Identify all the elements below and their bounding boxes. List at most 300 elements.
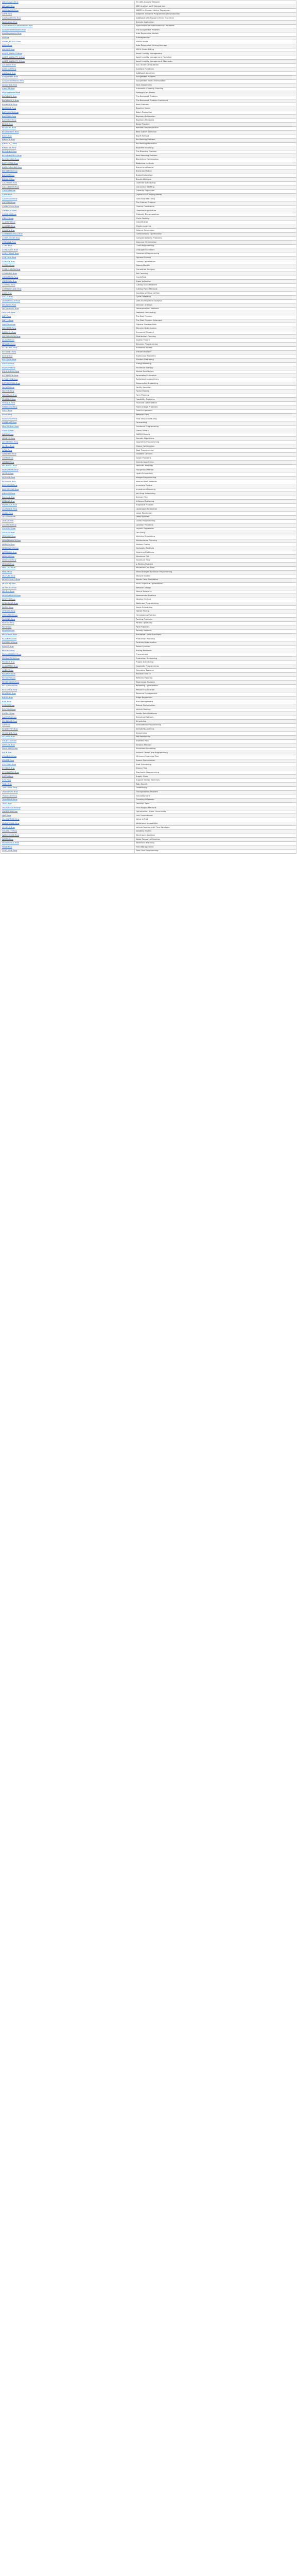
file-link[interactable]: BAYESNET.Rnw — [2, 119, 16, 122]
file-link[interactable]: HYDRO.Rnw — [2, 472, 14, 475]
file-description: Stochastic Programming — [136, 771, 160, 773]
description-cell — [135, 60, 296, 64]
file-link[interactable]: RELIABILITY.Rnw — [2, 685, 18, 687]
file-description: Cholesky Decomposition — [136, 213, 160, 216]
file-link[interactable]: AR.Rnw — [2, 37, 10, 39]
file-link[interactable]: NONLINEAR.Rnw — [2, 602, 18, 605]
file-link[interactable]: CONCAVE.Rnw — [2, 241, 16, 243]
file-link[interactable]: ABCvsIC.Rnw — [2, 5, 15, 8]
file-link[interactable]: NETWORK.Rnw — [2, 586, 16, 589]
file-description: Economic Dispatch — [136, 331, 154, 333]
file-link[interactable]: AutoCAP.Rnw — [2, 88, 15, 90]
file-link[interactable]: PACKING.Rnw — [2, 618, 15, 620]
file-link[interactable]: LOCATION.Rnw — [2, 523, 16, 526]
file-link[interactable]: UNCERTAIN.Rnw — [2, 810, 18, 813]
file-link[interactable]: GEOMETRIC.Rnw — [2, 441, 19, 444]
file-description: Value at Risk — [136, 818, 148, 821]
table-row — [1, 327, 296, 331]
description-cell — [135, 681, 296, 685]
table-row — [1, 60, 296, 64]
table-row — [1, 256, 296, 260]
file-link[interactable]: GENETIC.Rnw — [2, 437, 15, 439]
file-link[interactable]: CAPM.Rnw — [2, 194, 12, 196]
file-description: Path Problems — [136, 625, 150, 628]
file-link[interactable]: UNIT.Rnw — [2, 814, 11, 817]
file-link[interactable]: MARKOV.Rnw — [2, 543, 15, 546]
file-link[interactable]: EFFICIENT.Rnw — [2, 351, 16, 353]
file-link[interactable]: EVOLUTION.Rnw — [2, 378, 18, 381]
description-cell — [135, 16, 296, 21]
file-link[interactable]: TIMETABLE.Rnw — [2, 787, 18, 789]
file-link[interactable]: RISK.Rnw — [2, 700, 11, 703]
file-link[interactable]: TABU.Rnw — [2, 783, 12, 785]
file-link[interactable]: CIRCLE.Rnw — [2, 217, 14, 219]
file-link[interactable]: DIET.Rnw — [2, 315, 11, 318]
table-row — [1, 476, 296, 480]
file-link[interactable]: AdaBoost.Rnw — [2, 72, 16, 74]
file-link[interactable]: FIXEDCOST.Rnw — [2, 405, 18, 408]
file-link[interactable]: FINANCE.Rnw — [2, 402, 15, 404]
file-link[interactable]: SPANNING.Rnw — [2, 755, 17, 758]
description-cell — [135, 472, 296, 477]
file-link[interactable]: ENERGY.Rnw — [2, 362, 14, 365]
file-link[interactable]: JOBSHOP.Rnw — [2, 492, 15, 495]
file-link[interactable]: AssignmentProblem.Rnw — [2, 28, 26, 31]
file-link[interactable]: ELECTION.Rnw — [2, 359, 16, 361]
file-link[interactable]: GARCH.Rnw — [2, 433, 14, 436]
file-link[interactable]: WAREHOUSE.Rnw — [2, 834, 19, 836]
file-link[interactable]: VOLATILITY.Rnw — [2, 830, 18, 833]
file-cell — [1, 759, 135, 763]
file-link[interactable]: COMBINATORIAL.Rnw — [2, 233, 23, 235]
file-link[interactable]: REGRESSION.Rnw — [2, 681, 20, 683]
file-description: Sparse Optimization — [136, 759, 155, 762]
file-link[interactable]: FACILITY.Rnw — [2, 386, 14, 388]
file-cell — [1, 834, 135, 838]
file-link[interactable]: ADMMtoSVR.Rnw — [2, 9, 19, 11]
file-cell — [1, 445, 135, 449]
file-link[interactable]: CATERER.Rnw — [2, 201, 15, 204]
table-row — [1, 174, 296, 178]
file-link[interactable]: FEASIBLE.Rnw — [2, 398, 16, 400]
file-link[interactable]: AvgCostModel.Rnw — [2, 91, 21, 94]
file-link[interactable]: HEURISTIC.Rnw — [2, 465, 17, 467]
table-row — [1, 24, 296, 28]
table-row — [1, 621, 296, 625]
file-link[interactable]: KMEANS.Rnw — [2, 500, 15, 502]
file-link[interactable]: ABCanalysis.Rnw — [2, 1, 19, 4]
file-link[interactable]: OPTIONS.Rnw — [2, 610, 15, 613]
file-link[interactable]: INVESTMENT.Rnw — [2, 488, 19, 490]
file-link[interactable]: MEDIAN.Rnw — [2, 563, 14, 565]
file-link[interactable]: RIDGE.Rnw — [2, 697, 13, 699]
file-link[interactable]: Assignment.Rnw — [2, 76, 18, 78]
file-link[interactable]: SADDLE.Rnw — [2, 712, 15, 715]
file-link[interactable]: CROSSVAL.Rnw — [2, 280, 17, 282]
file-link[interactable]: ARMA.Rnw — [2, 44, 12, 47]
file-description: Global Optimization — [136, 445, 155, 448]
file-link[interactable]: TREE.Rnw — [2, 802, 12, 805]
file-link[interactable]: FLOW.Rnw — [2, 414, 12, 416]
file-link[interactable]: PROJECT.Rnw — [2, 661, 15, 664]
description-cell — [135, 798, 296, 802]
file-link[interactable]: BEALE.Rnw — [2, 123, 13, 125]
file-cell — [1, 256, 135, 260]
file-link[interactable]: BESTSUBSET.Rnw — [2, 131, 19, 133]
file-link[interactable]: LOGISTIC.Rnw — [2, 528, 16, 530]
file-link[interactable]: MINCOST.Rnw — [2, 567, 15, 569]
file-description: Gradient Descent — [136, 453, 153, 455]
file-link[interactable]: BLENDING.Rnw — [2, 150, 17, 153]
file-link[interactable]: CONTROL.Rnw — [2, 257, 16, 259]
file-link[interactable]: BENDERS.Rnw — [2, 127, 16, 129]
file-description: Zero-One Programming — [136, 850, 159, 852]
table-row — [1, 716, 296, 720]
file-link[interactable]: SPARSE.Rnw — [2, 759, 14, 762]
file-link[interactable]: BINPACK_2.Rnw — [2, 142, 18, 145]
file-link[interactable]: BAYESIAN.Rnw — [2, 115, 16, 117]
table-row — [1, 260, 296, 264]
file-link[interactable]: ApplicationsOfOptimization.Rnw — [2, 25, 33, 27]
file-link[interactable]: ASSET_LIABILITY_2.Rnw — [2, 56, 25, 59]
table-row — [1, 197, 296, 201]
file-link[interactable]: NEWTON.Rnw — [2, 598, 15, 601]
description-cell — [135, 727, 296, 732]
file-link[interactable]: SIMPLEX.Rnw — [2, 743, 15, 746]
file-link[interactable]: CALENDAR.Rnw — [2, 182, 18, 184]
file-link[interactable]: COVERING.Rnw — [2, 272, 17, 275]
file-link[interactable]: CYCLE.Rnw — [2, 296, 13, 298]
file-link[interactable]: LASSO.Rnw — [2, 512, 13, 514]
file-description: Copula Models — [136, 264, 150, 267]
file-link[interactable]: AutoRegressive.Rnw — [2, 32, 22, 35]
file-link[interactable]: TRUSTREGION.Rnw — [2, 806, 21, 809]
table-row — [1, 606, 296, 610]
file-link[interactable]: AUCscore.Rnw — [2, 64, 16, 66]
file-link[interactable]: CHEMICAL.Rnw — [2, 209, 17, 212]
description-cell — [135, 111, 296, 115]
file-cell — [1, 232, 135, 236]
file-link[interactable]: BRANCHBOUND.Rnw — [2, 166, 22, 168]
file-link[interactable]: MAXCUT.Rnw — [2, 555, 15, 557]
file-link[interactable]: STEINER.Rnw — [2, 767, 15, 770]
table-row — [1, 661, 296, 665]
file-description: Cash Flow Matching — [136, 197, 155, 200]
file-link[interactable]: RESOURCE.Rnw — [2, 688, 18, 691]
file-link[interactable]: BOOTSTRAP.Rnw — [2, 162, 18, 165]
file-link[interactable]: LAGRANGE.Rnw — [2, 508, 18, 511]
description-cell — [135, 551, 296, 555]
file-link[interactable]: ASSET_LIABILITY.Rnw — [2, 52, 22, 55]
file-link[interactable]: GLOBAL.Rnw — [2, 445, 14, 448]
file-description: Matching Problems — [136, 551, 154, 553]
file-link[interactable]: BACKPACK.Rnw — [2, 95, 17, 98]
file-link[interactable]: DEMAND.Rnw — [2, 311, 15, 314]
file-link[interactable]: GAMES.Rnw — [2, 429, 14, 432]
file-cell — [1, 523, 135, 528]
file-link[interactable]: CUTTING.Rnw — [2, 284, 15, 286]
file-link[interactable]: MIXTURE.Rnw — [2, 574, 15, 577]
file-link[interactable]: DYNAMIC.Rnw — [2, 343, 16, 345]
file-cell — [1, 641, 135, 645]
file-link[interactable]: BIPARTITE.Rnw — [2, 146, 16, 149]
file-description: Random Search — [136, 673, 151, 675]
file-link[interactable]: FRACTIONAL.Rnw — [2, 425, 19, 428]
file-link[interactable]: VALUEATRISK.Rnw — [2, 818, 20, 821]
file-link[interactable]: KNAPSACK.Rnw — [2, 504, 17, 506]
table-row — [1, 743, 296, 748]
file-link[interactable]: SENSITIVITY.Rnw — [2, 728, 18, 731]
file-link[interactable]: MATCHING.Rnw — [2, 551, 17, 553]
file-link[interactable]: CONVEX.Rnw — [2, 260, 15, 263]
file-link[interactable]: REFINERY.Rnw — [2, 676, 16, 679]
file-link[interactable]: CONJUGATE.Rnw — [2, 248, 18, 251]
file-link[interactable]: DATAENVELOP.Rnw — [2, 299, 20, 302]
file-description: Graph Problems — [136, 456, 151, 459]
file-link[interactable]: CUTTINGPLANE.Rnw — [2, 288, 22, 291]
file-link[interactable]: INTERIOR.Rnw — [2, 480, 16, 483]
file-link[interactable]: PORTFOLIO.Rnw — [2, 641, 18, 644]
table-row — [1, 445, 296, 449]
file-link[interactable]: ECONOMIC.Rnw — [2, 347, 18, 349]
file-link[interactable]: VEHICLE.Rnw — [2, 826, 15, 828]
file-link[interactable]: MULTIOBJ.Rnw — [2, 582, 16, 585]
file-link[interactable]: EIGEN.Rnw — [2, 354, 13, 357]
file-link[interactable]: DISPATCH.Rnw — [2, 331, 16, 333]
file-link[interactable]: PARETO.Rnw — [2, 622, 14, 624]
file-link[interactable]: ZERO_ONE.Rnw — [2, 850, 18, 852]
file-cell — [1, 394, 135, 398]
file-link[interactable]: DISCRETE.Rnw — [2, 327, 16, 330]
file-link[interactable]: AssignTask.Rnw — [2, 83, 18, 86]
file-link[interactable]: Application.Rnw — [2, 21, 18, 23]
file-link[interactable]: FACTOR.Rnw — [2, 390, 14, 393]
file-link[interactable]: ESTIMATION.Rnw — [2, 374, 19, 377]
file-link[interactable]: PATH.Rnw — [2, 625, 12, 628]
file-link[interactable]: GRADIENT.Rnw — [2, 453, 16, 455]
file-link[interactable]: INTEGER.Rnw — [2, 477, 15, 479]
file-link[interactable]: PLANNING.Rnw — [2, 637, 17, 640]
file-link[interactable]: CHANCECON.Rnw — [2, 205, 19, 208]
file-link[interactable]: ASSET_LIABILITY_3.Rnw — [2, 60, 25, 62]
file-link[interactable]: EQUILIBRIUM.Rnw — [2, 370, 20, 373]
file-link[interactable]: LOTSIZE.Rnw — [2, 531, 15, 534]
file-link[interactable]: GRAPH.Rnw — [2, 456, 13, 459]
file-link[interactable]: CASHFLOW.Rnw — [2, 197, 18, 200]
file-link[interactable]: FORECAST.Rnw — [2, 421, 17, 424]
file-link[interactable]: BLENDINGREAL.Rnw — [2, 154, 22, 157]
file-link[interactable]: ARCHFIT.Rnw — [2, 48, 15, 50]
file-description: Minimum Spanning Tree — [136, 755, 159, 758]
file-link[interactable]: PRICING.Rnw — [2, 649, 15, 652]
file-link[interactable]: FARMPLAN.Rnw — [2, 394, 17, 396]
file-link[interactable]: YIELD.Rnw — [2, 845, 12, 848]
file-description: Asset Liability Management Stochastic — [136, 60, 173, 62]
file-link[interactable]: CORRELATION.Rnw — [2, 268, 21, 270]
file-link[interactable]: DIJKSTRA.Rnw — [2, 323, 15, 326]
file-link[interactable]: AssignmentMatrix.Rnw — [2, 79, 24, 82]
file-link[interactable]: MAXFLOW.Rnw — [2, 559, 16, 562]
file-link[interactable]: ENTROPY.Rnw — [2, 366, 15, 369]
table-row — [1, 547, 296, 551]
file-link[interactable]: BIGM.Rnw — [2, 134, 12, 137]
file-link[interactable]: SEQUENCE.Rnw — [2, 732, 18, 734]
file-link[interactable]: VARIATIONAL.Rnw — [2, 822, 20, 825]
file-link[interactable]: AdaBoostSVMs.Rnw — [2, 16, 21, 19]
description-cell — [135, 287, 296, 292]
table-row — [1, 272, 296, 276]
file-link[interactable]: DISTRIBUTION.Rnw — [2, 335, 21, 337]
file-link[interactable]: FLOWSHOP.Rnw — [2, 417, 18, 420]
file-link[interactable]: MACHINE.Rnw — [2, 535, 16, 538]
file-description: Steiner Tree — [136, 767, 148, 770]
file-description: Call Center Staffing — [136, 185, 154, 188]
file-cell — [1, 248, 135, 252]
file-link[interactable]: DUALITY.Rnw — [2, 339, 15, 342]
file-link[interactable]: STOCHASTIC.Rnw — [2, 771, 19, 773]
file-description: Discrete Optimization — [136, 327, 156, 330]
file-link[interactable]: SHORTEST.Rnw — [2, 739, 17, 742]
description-cell — [135, 841, 296, 845]
file-cell — [1, 150, 135, 154]
file-link[interactable]: CHOLESKY.Rnw — [2, 213, 16, 216]
file-link[interactable]: CLUSTER.Rnw — [2, 225, 15, 228]
file-description: Ridge Regression — [136, 697, 152, 699]
file-link[interactable]: PRODUCTION.Rnw — [2, 657, 20, 659]
file-link[interactable]: DIET_2.Rnw — [2, 319, 13, 322]
file-cell — [1, 44, 135, 48]
file-link[interactable]: BUNDLE.Rnw — [2, 178, 15, 180]
file-description: Chance Constraints — [136, 205, 155, 208]
description-cell — [135, 720, 296, 724]
table-row — [1, 87, 296, 91]
file-link[interactable]: ARIMA_MODEL.Rnw — [2, 40, 21, 43]
file-description: Economic Models — [136, 347, 153, 349]
file-link[interactable]: SAMPLING.Rnw — [2, 716, 17, 719]
file-link[interactable]: MARKOWITZ.Rnw — [2, 547, 19, 550]
file-link[interactable]: PENALTY.Rnw — [2, 630, 15, 632]
file-link[interactable]: NEURAL.Rnw — [2, 590, 14, 593]
file-link[interactable]: SDP.Rnw — [2, 724, 10, 726]
file-link[interactable]: QUEUE.Rnw — [2, 669, 14, 671]
file-link[interactable]: INVENTORY.Rnw — [2, 484, 18, 487]
file-link[interactable]: MINLP.Rnw — [2, 571, 12, 573]
file-link[interactable]: COMPLEMENT.Rnw — [2, 236, 20, 239]
file-link[interactable]: HUNGARIAN.Rnw — [2, 468, 19, 471]
file-link[interactable]: CVAR.Rnw — [2, 292, 12, 294]
file-link[interactable]: DECOMPOSE.Rnw — [2, 308, 19, 310]
file-link[interactable]: COLGEN.Rnw — [2, 229, 15, 231]
file-link[interactable]: REVENUE.Rnw — [2, 692, 16, 695]
file-link[interactable]: LINEAR.Rnw — [2, 519, 14, 522]
file-link[interactable]: FLEET.Rnw — [2, 410, 12, 412]
file-link[interactable]: LEASTSQ.Rnw — [2, 516, 15, 518]
file-link[interactable]: TRAVELING.Rnw — [2, 799, 18, 801]
file-link[interactable]: POWER.Rnw — [2, 645, 14, 648]
file-link[interactable]: CAPACITY.Rnw — [2, 190, 16, 192]
file-link[interactable]: CREDITRISK.Rnw — [2, 276, 19, 279]
file-description: Variational Inequalities — [136, 822, 158, 825]
description-cell — [135, 236, 296, 241]
description-cell — [135, 771, 296, 775]
file-cell — [1, 401, 135, 405]
file-link[interactable]: WATER.Rnw — [2, 838, 13, 840]
file-link[interactable]: BASELINE.Rnw — [2, 107, 16, 110]
file-link[interactable]: BATCHPROD.Rnw — [2, 111, 19, 113]
file-link[interactable]: BANKPROB.Rnw — [2, 103, 18, 106]
file-link[interactable]: MAINTENANCE.Rnw — [2, 539, 21, 542]
file-link[interactable]: DECISION.Rnw — [2, 303, 16, 306]
file-link[interactable]: CALLCENTER.Rnw — [2, 185, 19, 188]
file-link[interactable]: PIECEWISE.Rnw — [2, 634, 18, 636]
description-cell — [135, 449, 296, 453]
file-link[interactable]: BACKPACK_2.Rnw — [2, 99, 19, 102]
description-cell — [135, 810, 296, 814]
table-row — [1, 692, 296, 697]
file-link[interactable]: TRANSPORT.Rnw — [2, 791, 18, 793]
file-link[interactable]: EXPONENTIAL.Rnw — [2, 382, 20, 385]
file-link[interactable]: AUXILIARY.Rnw — [2, 68, 16, 71]
file-link[interactable]: BLOCKCHAIN.Rnw — [2, 158, 19, 161]
table-row — [1, 700, 296, 704]
file-description: Set Partitioning — [136, 736, 151, 738]
description-cell — [135, 398, 296, 402]
file-link[interactable]: PROCUREMENT.Rnw — [2, 653, 22, 656]
file-link[interactable]: GOAL.Rnw — [2, 449, 12, 451]
file-link[interactable]: QUADRATIC.Rnw — [2, 665, 18, 668]
file-cell — [1, 12, 135, 16]
file-link[interactable]: SUPPLY.Rnw — [2, 775, 13, 777]
file-cell — [1, 570, 135, 574]
file-link[interactable]: WORKFORCE.Rnw — [2, 842, 19, 844]
table-row — [1, 570, 296, 574]
file-cell — [1, 343, 135, 347]
file-link[interactable]: ROUTING.Rnw — [2, 708, 16, 710]
file-link[interactable]: COPULA.Rnw — [2, 264, 15, 267]
file-description: Workforce Planning — [136, 842, 154, 844]
file-link[interactable]: SETPART.Rnw — [2, 736, 15, 738]
file-link[interactable]: MONTECARLO.Rnw — [2, 579, 20, 581]
file-link[interactable]: SIMULATED.Rnw — [2, 748, 18, 750]
file-link[interactable]: NURSE.Rnw — [2, 606, 13, 608]
file-link[interactable]: CONSTRAINT.Rnw — [2, 252, 19, 255]
file-link[interactable]: GREEDY.Rnw — [2, 461, 14, 463]
file-link[interactable]: KALMAN.Rnw — [2, 496, 15, 499]
file-link[interactable]: ORIENTEER.Rnw — [2, 614, 18, 616]
file-link[interactable]: NEWSVENDOR.Rnw — [2, 594, 21, 597]
file-description: Maintenance Planning — [136, 539, 157, 542]
file-link[interactable]: BROWNIAN.Rnw — [2, 170, 18, 173]
file-link[interactable]: BUDGET.Rnw — [2, 174, 15, 176]
description-cell — [135, 338, 296, 343]
file-link[interactable]: ROBUST.Rnw — [2, 704, 14, 707]
file-link[interactable]: STAFFING.Rnw — [2, 763, 16, 766]
file-link[interactable]: CLASSIFY.Rnw — [2, 221, 15, 224]
table-row — [1, 232, 296, 236]
file-description: Timetabling — [136, 787, 147, 789]
file-link[interactable]: SOCP.Rnw — [2, 751, 12, 754]
file-link[interactable]: SVM.Rnw — [2, 779, 11, 782]
file-description: Lot Sizing — [136, 531, 145, 534]
table-row — [1, 221, 296, 225]
file-link[interactable]: SCHEDULE.Rnw — [2, 720, 18, 722]
file-link[interactable]: TRANSSHIP.Rnw — [2, 794, 18, 797]
file-link[interactable]: BINPACK.Rnw — [2, 139, 15, 141]
file-cell — [1, 347, 135, 351]
file-link[interactable]: ADPR.Rnw — [2, 13, 12, 15]
file-link[interactable]: CONE.Rnw — [2, 245, 12, 247]
file-link[interactable]: RANDOM.Rnw — [2, 673, 15, 675]
